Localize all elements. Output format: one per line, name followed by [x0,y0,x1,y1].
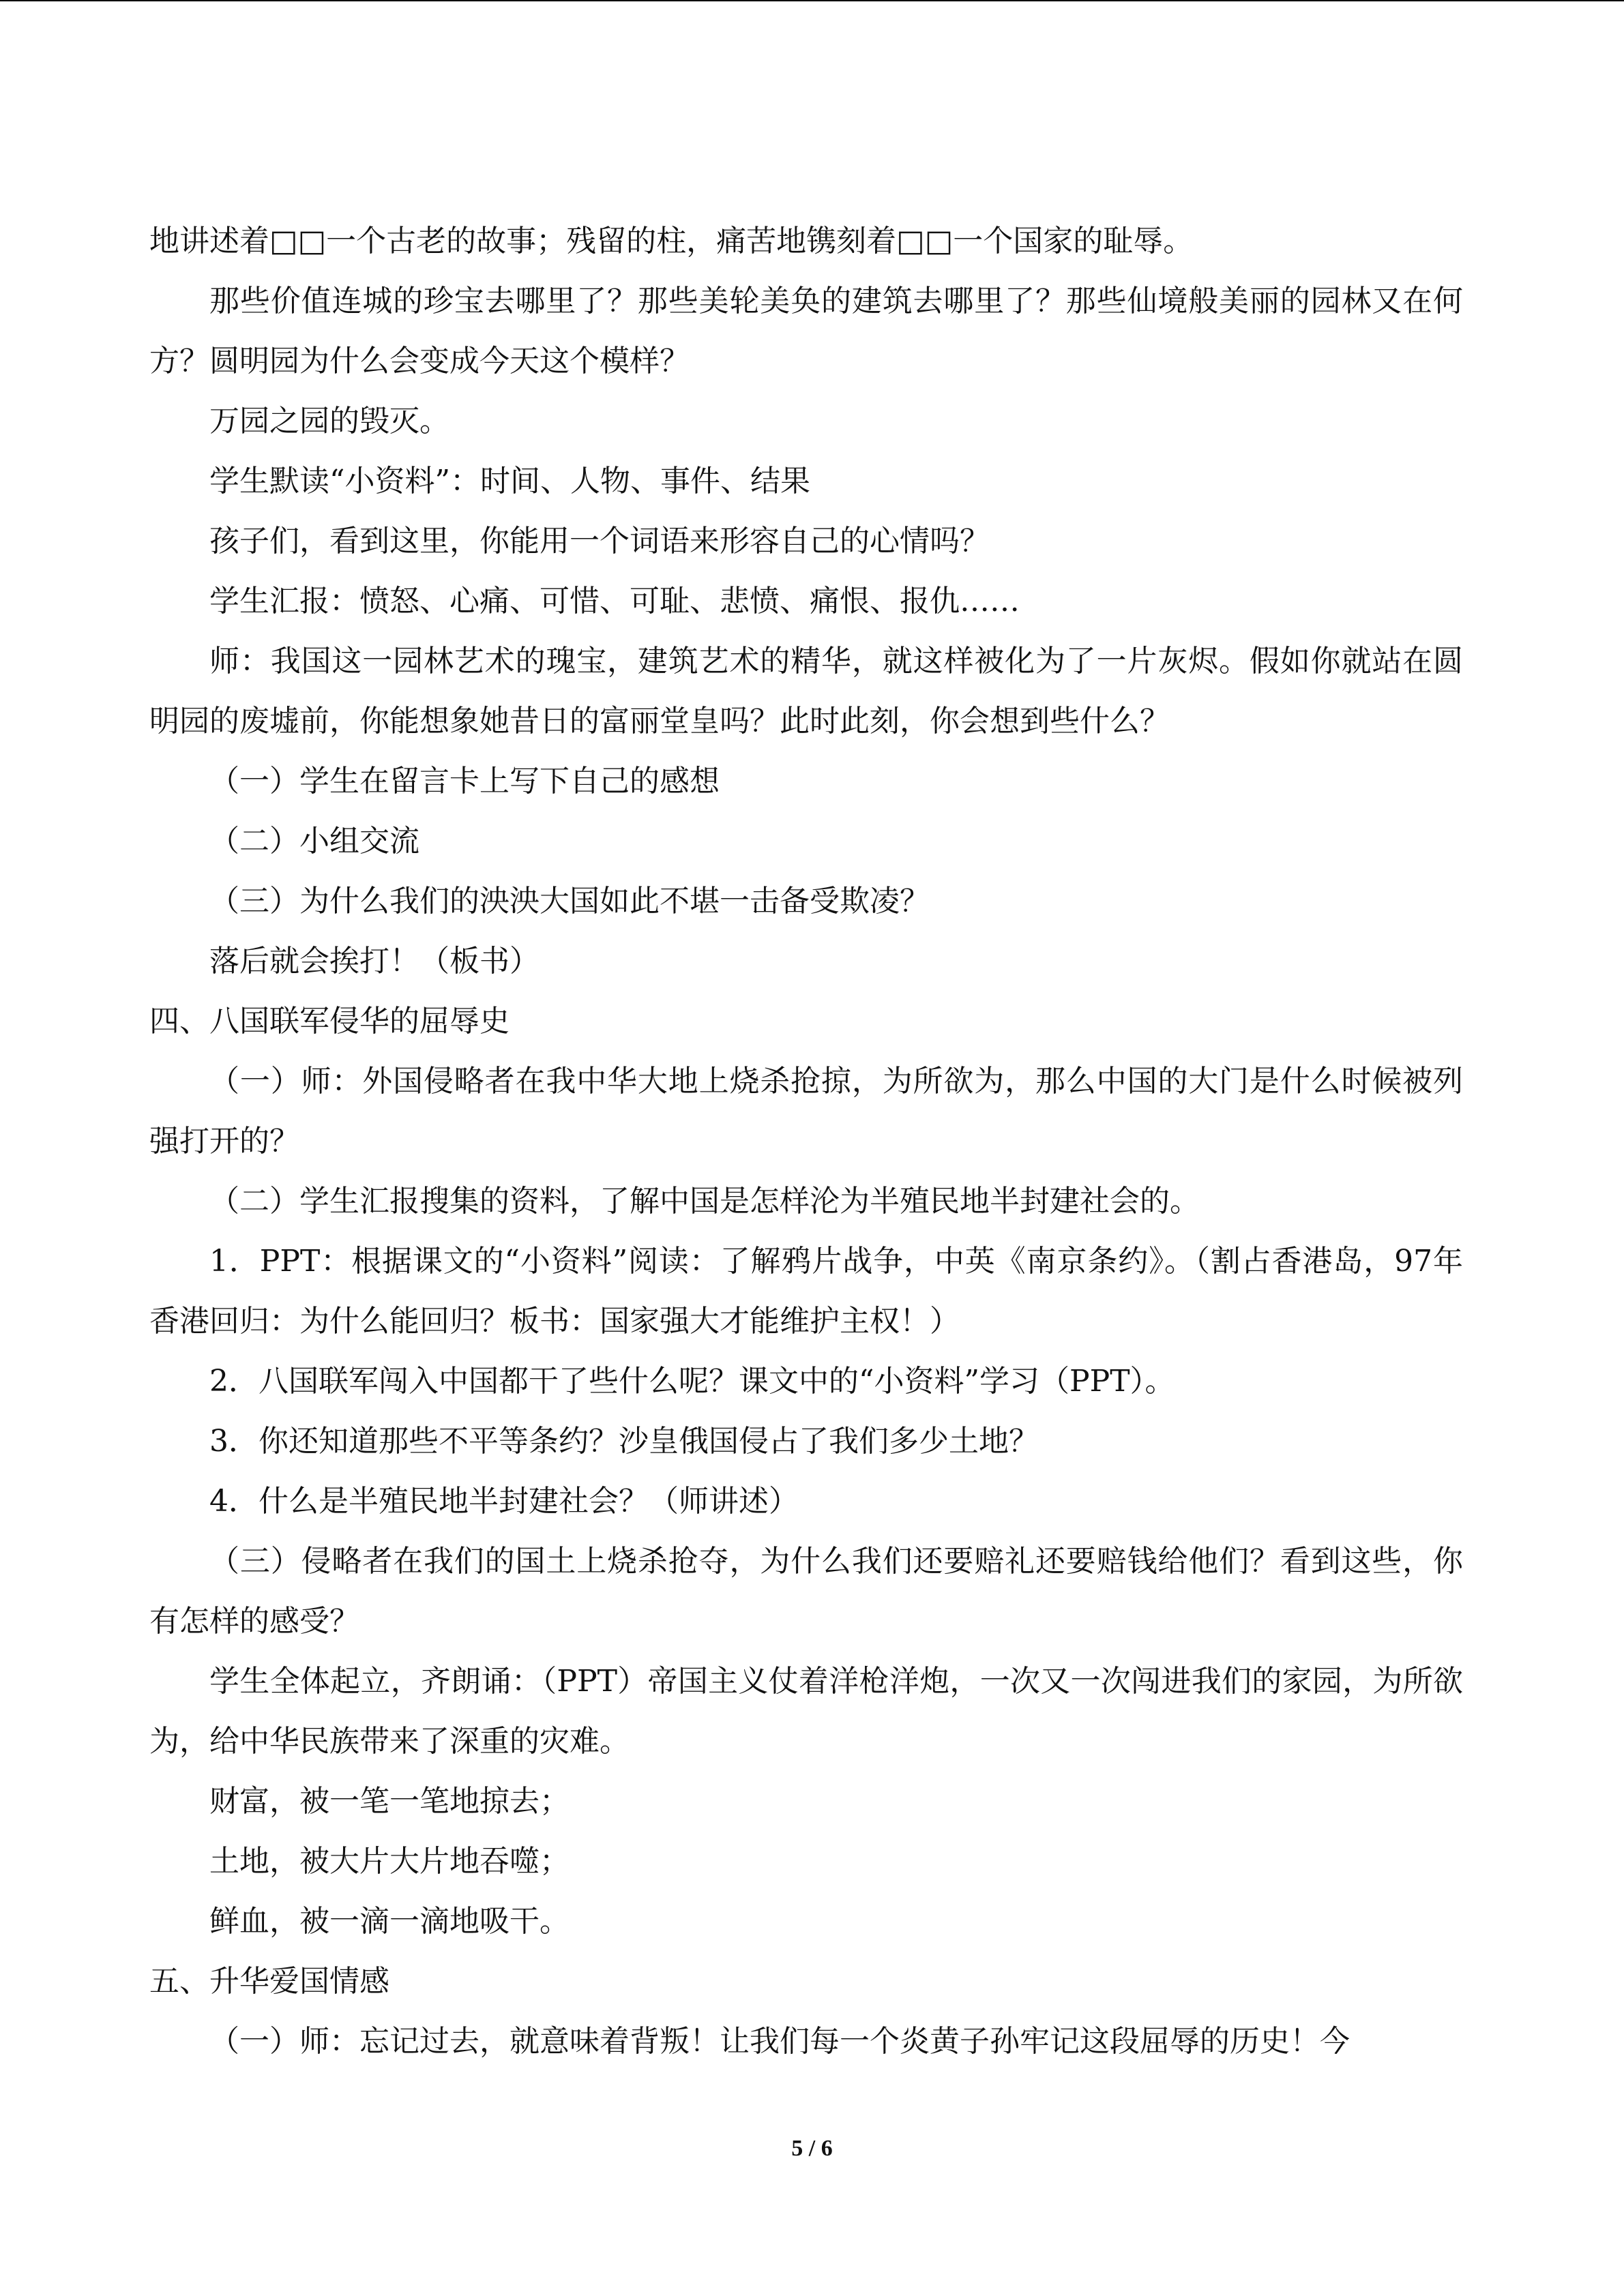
list-item: （一）学生在留言卡上写下自己的感想 [209,764,720,799]
list-item: 2．八国联军闯入中国都干了些什么呢？课文中的“小资料”学习（PPT）。 [209,1364,1175,1399]
list-item: （二）小组交流 [209,824,419,859]
paragraph: 落后就会挨打！（板书） [209,944,540,979]
paragraph: 师：我国这一园林艺术的瑰宝，建筑艺术的精华，就这样被化为了一片灰烬。假如你就站在圆明园的废墟前，你能想象她昔日的富丽堂皇吗？此时此刻，你会想到些什么？ [149,644,1463,739]
paragraph: 万园之园的毁灭。 [209,404,449,438]
paragraph: 学生默读“小资料”：时间、人物、事件、结果 [209,464,810,498]
list-item: 1．PPT：根据课文的“小资料”阅读：了解鸦片战争，中英《南京条约》。（割占香港岛，97年香港回归：为什么能回归？板书：国家强大才能维护主权！） [149,1244,1463,1339]
verse-line: 财富，被一笔一笔地掠去； [209,1784,570,1819]
paragraph: 地讲述着□□一个古老的故事；残留的柱，痛苦地镌刻着□□一个国家的耻辱。 [149,224,1194,258]
list-item: （二）学生汇报搜集的资料，了解中国是怎样沦为半殖民地半封建社会的。 [209,1184,1200,1219]
list-item: 4．什么是半殖民地半封建社会？（师讲述） [209,1484,799,1519]
list-item: （三）侵略者在我们的国土上烧杀抢夺，为什么我们还要赔礼还要赔钱给他们？看到这些，你有怎样的感受？ [149,1544,1463,1639]
verse-line: 鲜血，被一滴一滴地吸干。 [209,1904,570,1939]
paragraph: 学生全体起立，齐朗诵：（PPT）帝国主义仗着洋枪洋炮，一次又一次闯进我们的家园，为所欲为，给中华民族带来了深重的灾难。 [149,1664,1463,1759]
section-heading: 四、八国联军侵华的屈辱史 [149,1004,510,1039]
list-item: （一）师：忘记过去，就意味着背叛！让我们每一个炎黄子孙牢记这段屈辱的历史！今 [209,2024,1350,2059]
paragraph: 那些价值连城的珍宝去哪里了？那些美轮美奂的建筑去哪里了？那些仙境般美丽的园林又在何方？圆明园为什么会变成今天这个模样？ [149,284,1463,378]
list-item: 3．你还知道那些不平等条约？沙皇俄国侵占了我们多少土地？ [209,1424,1039,1459]
page-number: 5 / 6 [791,2136,833,2161]
section-heading: 五、升华爱国情感 [149,1964,389,1999]
paragraph: 孩子们，看到这里，你能用一个词语来形容自己的心情吗？ [209,524,990,558]
list-item: （三）为什么我们的泱泱大国如此不堪一击备受欺凌？ [209,884,930,919]
paragraph: 学生汇报：愤怒、心痛、可惜、可耻、悲愤、痛恨、报仇…… [209,584,1020,618]
list-item: （一）师：外国侵略者在我中华大地上烧杀抢掠，为所欲为，那么中国的大门是什么时候被列强打开的？ [149,1064,1463,1159]
document-body [149,211,1463,2072]
verse-line: 土地，被大片大片地吞噬； [209,1844,570,1879]
